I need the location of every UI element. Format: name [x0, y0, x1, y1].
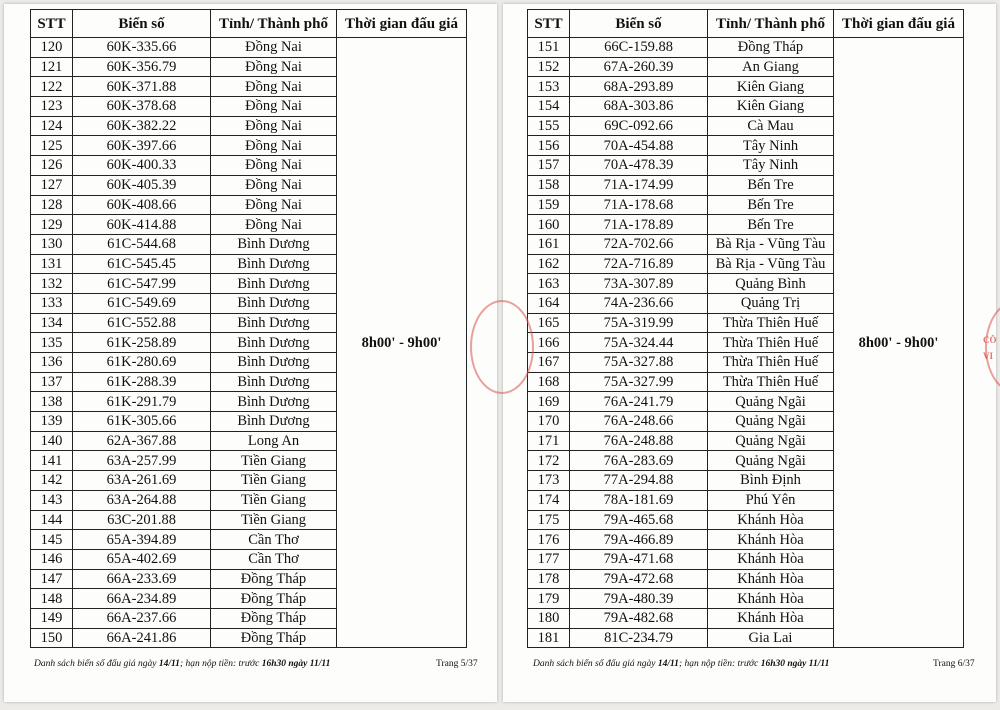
cell-province: Đồng Nai: [211, 156, 337, 176]
header-stt: STT: [31, 10, 73, 38]
cell-plate: 71A-178.89: [570, 215, 708, 235]
cell-stt: 133: [31, 293, 73, 313]
cell-province: Đồng Tháp: [211, 628, 337, 648]
cell-plate: 60K-408.66: [73, 195, 211, 215]
cell-province: Tiền Giang: [211, 451, 337, 471]
cell-province: Tiền Giang: [211, 510, 337, 530]
cell-province: Khánh Hòa: [708, 549, 834, 569]
cell-plate: 79A-480.39: [570, 589, 708, 609]
cell-province: An Giang: [708, 57, 834, 77]
cell-stt: 140: [31, 431, 73, 451]
table-header-row: [528, 10, 964, 38]
cell-province: Bình Dương: [211, 353, 337, 373]
cell-stt: 156: [528, 136, 570, 156]
cell-plate: 61C-552.88: [73, 313, 211, 333]
cell-province: Kiên Giang: [708, 97, 834, 117]
cell-plate: 63A-257.99: [73, 451, 211, 471]
cell-plate: 60K-382.22: [73, 116, 211, 136]
cell-plate: 71A-178.68: [570, 195, 708, 215]
table-header-row: [31, 10, 467, 38]
cell-plate: 72A-702.66: [570, 234, 708, 254]
cell-stt: 166: [528, 333, 570, 353]
cell-province: Đồng Nai: [211, 77, 337, 97]
cell-plate: 79A-466.89: [570, 530, 708, 550]
cell-stt: 129: [31, 215, 73, 235]
cell-province: Đồng Nai: [211, 136, 337, 156]
cell-plate: 61C-544.68: [73, 234, 211, 254]
cell-plate: 61C-547.99: [73, 274, 211, 294]
cell-plate: 76A-241.79: [570, 392, 708, 412]
cell-plate: 63A-261.69: [73, 471, 211, 491]
cell-province: Đồng Nai: [211, 97, 337, 117]
cell-province: Cần Thơ: [211, 549, 337, 569]
cell-province: Khánh Hòa: [708, 510, 834, 530]
cell-stt: 146: [31, 549, 73, 569]
cell-province: Đồng Nai: [211, 38, 337, 58]
cell-stt: 155: [528, 116, 570, 136]
cell-plate: 61C-545.45: [73, 254, 211, 274]
cell-stt: 121: [31, 57, 73, 77]
table-row: [31, 38, 467, 58]
cell-stt: 128: [31, 195, 73, 215]
cell-province: Quảng Ngãi: [708, 412, 834, 432]
cell-province: Bình Định: [708, 471, 834, 491]
cell-plate: 61K-288.39: [73, 372, 211, 392]
header-plate: Biển số: [73, 10, 211, 38]
cell-province: Đồng Nai: [211, 175, 337, 195]
cell-plate: 81C-234.79: [570, 628, 708, 648]
document-page-right: [503, 4, 996, 702]
cell-province: Khánh Hòa: [708, 608, 834, 628]
cell-plate: 61K-280.69: [73, 353, 211, 373]
cell-province: Bình Dương: [211, 274, 337, 294]
cell-stt: 157: [528, 156, 570, 176]
cell-stt: 150: [31, 628, 73, 648]
cell-province: Quảng Ngãi: [708, 451, 834, 471]
cell-stt: 158: [528, 175, 570, 195]
cell-stt: 135: [31, 333, 73, 353]
cell-plate: 60K-405.39: [73, 175, 211, 195]
cell-plate: 79A-471.68: [570, 549, 708, 569]
cell-province: Khánh Hòa: [708, 530, 834, 550]
cell-plate: 66A-237.66: [73, 608, 211, 628]
footer-prefix: Danh sách biển số đấu giá ngày: [34, 659, 159, 669]
cell-stt: 160: [528, 215, 570, 235]
cell-stt: 152: [528, 57, 570, 77]
stamp-line: VI: [983, 351, 994, 361]
cell-stt: 143: [31, 490, 73, 510]
stamp-lettering: [983, 332, 997, 364]
cell-stt: 159: [528, 195, 570, 215]
cell-plate: 70A-478.39: [570, 156, 708, 176]
cell-province: Đồng Tháp: [211, 589, 337, 609]
cell-plate: 65A-394.89: [73, 530, 211, 550]
header-plate: Biển số: [570, 10, 708, 38]
cell-stt: 153: [528, 77, 570, 97]
cell-stt: 172: [528, 451, 570, 471]
cell-province: Bình Dương: [211, 254, 337, 274]
cell-stt: 148: [31, 589, 73, 609]
header-time: Thời gian đấu giá: [834, 10, 964, 38]
stamp-line: CÔ: [983, 335, 997, 345]
cell-province: Cà Mau: [708, 116, 834, 136]
cell-plate: 66C-159.88: [570, 38, 708, 58]
cell-plate: 63A-264.88: [73, 490, 211, 510]
cell-province: Đồng Nai: [211, 195, 337, 215]
red-seal-stamp: [470, 300, 534, 394]
table-body-left: [31, 38, 467, 648]
cell-stt: 180: [528, 608, 570, 628]
cell-plate: 60K-414.88: [73, 215, 211, 235]
cell-stt: 151: [528, 38, 570, 58]
cell-stt: 179: [528, 589, 570, 609]
cell-province: Thừa Thiên Huế: [708, 353, 834, 373]
page-number: Trang 6/37: [933, 659, 975, 669]
cell-stt: 181: [528, 628, 570, 648]
cell-plate: 67A-260.39: [570, 57, 708, 77]
cell-plate: 60K-356.79: [73, 57, 211, 77]
table-row: [528, 38, 964, 58]
cell-stt: 149: [31, 608, 73, 628]
cell-stt: 127: [31, 175, 73, 195]
cell-plate: 60K-335.66: [73, 38, 211, 58]
cell-stt: 125: [31, 136, 73, 156]
cell-stt: 120: [31, 38, 73, 58]
cell-stt: 174: [528, 490, 570, 510]
cell-stt: 122: [31, 77, 73, 97]
cell-plate: 60K-378.68: [73, 97, 211, 117]
cell-stt: 123: [31, 97, 73, 117]
cell-stt: 163: [528, 274, 570, 294]
cell-province: Bình Dương: [211, 234, 337, 254]
cell-plate: 68A-293.89: [570, 77, 708, 97]
cell-stt: 137: [31, 372, 73, 392]
footer-date: 14/11: [158, 659, 180, 669]
header-province: Tỉnh/ Thành phố: [211, 10, 337, 38]
cell-plate: 69C-092.66: [570, 116, 708, 136]
cell-plate: 70A-454.88: [570, 136, 708, 156]
cell-province: Khánh Hòa: [708, 569, 834, 589]
cell-province: Bến Tre: [708, 175, 834, 195]
cell-stt: 154: [528, 97, 570, 117]
cell-plate: 76A-248.88: [570, 431, 708, 451]
cell-stt: 136: [31, 353, 73, 373]
cell-stt: 161: [528, 234, 570, 254]
cell-stt: 162: [528, 254, 570, 274]
cell-province: Cần Thơ: [211, 530, 337, 550]
cell-plate: 66A-233.69: [73, 569, 211, 589]
cell-plate: 75A-319.99: [570, 313, 708, 333]
cell-plate: 63C-201.88: [73, 510, 211, 530]
cell-province: Bình Dương: [211, 293, 337, 313]
footer-deadline: 16h30 ngày 11/11: [760, 659, 830, 669]
cell-stt: 132: [31, 274, 73, 294]
cell-province: Tây Ninh: [708, 136, 834, 156]
table-body-right: [528, 38, 964, 648]
cell-province: Đồng Tháp: [211, 608, 337, 628]
cell-stt: 173: [528, 471, 570, 491]
cell-province: Quảng Trị: [708, 293, 834, 313]
cell-plate: 60K-400.33: [73, 156, 211, 176]
cell-stt: 130: [31, 234, 73, 254]
cell-plate: 75A-327.99: [570, 372, 708, 392]
cell-stt: 171: [528, 431, 570, 451]
cell-province: Đồng Tháp: [708, 38, 834, 58]
cell-plate: 60K-371.88: [73, 77, 211, 97]
cell-stt: 145: [31, 530, 73, 550]
cell-plate: 60K-397.66: [73, 136, 211, 156]
auction-table-left: [30, 9, 467, 648]
auction-table-right: [527, 9, 964, 648]
cell-stt: 178: [528, 569, 570, 589]
cell-plate: 73A-307.89: [570, 274, 708, 294]
page-footer-note: [34, 659, 330, 669]
header-time: Thời gian đấu giá: [337, 10, 467, 38]
cell-province: Bà Rịa - Vũng Tàu: [708, 254, 834, 274]
cell-plate: 78A-181.69: [570, 490, 708, 510]
cell-plate: 79A-472.68: [570, 569, 708, 589]
cell-stt: 124: [31, 116, 73, 136]
cell-province: Khánh Hòa: [708, 589, 834, 609]
cell-plate: 71A-174.99: [570, 175, 708, 195]
cell-province: Đồng Tháp: [211, 569, 337, 589]
cell-province: Bà Rịa - Vũng Tàu: [708, 234, 834, 254]
cell-stt: 141: [31, 451, 73, 471]
cell-province: Bình Dương: [211, 412, 337, 432]
footer-prefix: Danh sách biển số đấu giá ngày: [533, 659, 658, 669]
footer-mid: ; hạn nộp tiền: trước: [678, 659, 761, 669]
cell-stt: 168: [528, 372, 570, 392]
cell-plate: 76A-283.69: [570, 451, 708, 471]
cell-stt: 170: [528, 412, 570, 432]
cell-province: Đồng Nai: [211, 215, 337, 235]
cell-province: Bình Dương: [211, 333, 337, 353]
cell-plate: 61C-549.69: [73, 293, 211, 313]
footer-date: 14/11: [657, 659, 679, 669]
cell-stt: 131: [31, 254, 73, 274]
cell-province: Đồng Nai: [211, 116, 337, 136]
cell-plate: 66A-234.89: [73, 589, 211, 609]
cell-stt: 138: [31, 392, 73, 412]
cell-stt: 164: [528, 293, 570, 313]
cell-province: Thừa Thiên Huế: [708, 333, 834, 353]
cell-province: Kiên Giang: [708, 77, 834, 97]
cell-province: Long An: [211, 431, 337, 451]
cell-stt: 144: [31, 510, 73, 530]
cell-province: Bình Dương: [211, 392, 337, 412]
cell-stt: 147: [31, 569, 73, 589]
cell-stt: 165: [528, 313, 570, 333]
page-number: Trang 5/37: [436, 659, 478, 669]
cell-province: Bình Dương: [211, 313, 337, 333]
cell-province: Bến Tre: [708, 215, 834, 235]
cell-stt: 134: [31, 313, 73, 333]
cell-province: Bình Dương: [211, 372, 337, 392]
cell-plate: 74A-236.66: [570, 293, 708, 313]
cell-stt: 126: [31, 156, 73, 176]
cell-stt: 177: [528, 549, 570, 569]
cell-province: Bến Tre: [708, 195, 834, 215]
cell-auction-time: 8h00' - 9h00': [337, 38, 467, 648]
cell-stt: 176: [528, 530, 570, 550]
cell-plate: 61K-291.79: [73, 392, 211, 412]
cell-plate: 66A-241.86: [73, 628, 211, 648]
header-province: Tỉnh/ Thành phố: [708, 10, 834, 38]
footer-mid: ; hạn nộp tiền: trước: [179, 659, 262, 669]
cell-plate: 77A-294.88: [570, 471, 708, 491]
cell-stt: 167: [528, 353, 570, 373]
cell-stt: 142: [31, 471, 73, 491]
cell-plate: 61K-258.89: [73, 333, 211, 353]
cell-province: Quảng Ngãi: [708, 392, 834, 412]
cell-plate: 68A-303.86: [570, 97, 708, 117]
header-stt: STT: [528, 10, 570, 38]
cell-province: Quảng Ngãi: [708, 431, 834, 451]
document-page-left: [4, 4, 497, 702]
cell-province: Đồng Nai: [211, 57, 337, 77]
cell-auction-time: 8h00' - 9h00': [834, 38, 964, 648]
cell-stt: 175: [528, 510, 570, 530]
cell-province: Quảng Bình: [708, 274, 834, 294]
cell-province: Gia Lai: [708, 628, 834, 648]
cell-plate: 79A-465.68: [570, 510, 708, 530]
cell-plate: 65A-402.69: [73, 549, 211, 569]
cell-plate: 61K-305.66: [73, 412, 211, 432]
cell-province: Tây Ninh: [708, 156, 834, 176]
cell-plate: 62A-367.88: [73, 431, 211, 451]
cell-province: Thừa Thiên Huế: [708, 372, 834, 392]
cell-province: Tiền Giang: [211, 471, 337, 491]
cell-province: Thừa Thiên Huế: [708, 313, 834, 333]
cell-plate: 72A-716.89: [570, 254, 708, 274]
page-footer-note: [533, 659, 829, 669]
cell-plate: 79A-482.68: [570, 608, 708, 628]
cell-province: Tiền Giang: [211, 490, 337, 510]
footer-deadline: 16h30 ngày 11/11: [261, 659, 331, 669]
cell-stt: 139: [31, 412, 73, 432]
cell-plate: 76A-248.66: [570, 412, 708, 432]
cell-plate: 75A-327.88: [570, 353, 708, 373]
cell-province: Phú Yên: [708, 490, 834, 510]
cell-plate: 75A-324.44: [570, 333, 708, 353]
cell-stt: 169: [528, 392, 570, 412]
